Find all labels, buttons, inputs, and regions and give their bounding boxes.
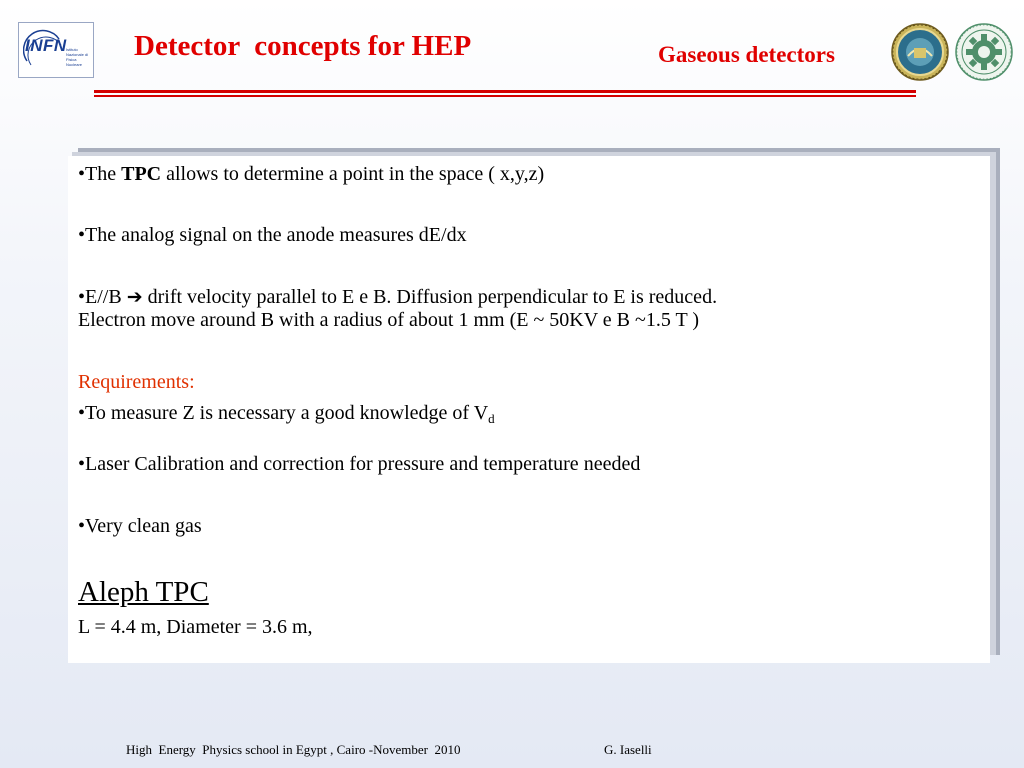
infn-logo [18,22,94,78]
header-divider-thin [94,95,916,97]
bullet-tpc-position [78,163,978,186]
slide-title: Detector concepts for HEP [134,30,472,62]
bullet-clean-gas [78,515,978,538]
requirements-heading: Requirements: [78,371,195,393]
bullet-text: To measure Z is necessary a good knowledge of V [85,402,489,424]
bullet-marker: • [78,224,86,246]
bullet-marker: • [78,515,86,537]
bullet-text-line2: Electron move around B with a radius of about 1 mm (E ~ 50KV e B ~1.5 T ) [78,309,699,331]
bullet-marker: • [78,453,86,475]
header-divider-thick [94,90,916,93]
bullet-analog-signal [78,224,978,247]
institute-seal-icon [954,22,1014,82]
tpc-term: TPC [121,163,162,185]
footer-event: High Energy Physics school in Egypt , Cairo -November 2010 [126,742,461,757]
aleph-tpc-specs: L = 4.4 m, Diameter = 3.6 m, [78,616,313,638]
slide-subtitle: Gaseous detectors [658,42,835,67]
subscript-d: d [488,411,495,426]
bullet-text-after: drift velocity parallel to E e B. Diffusion perpendicular to E is reduced. [142,286,718,308]
bullet-text: The analog signal on the anode measures dE/dx [85,224,467,246]
aleph-tpc-heading: Aleph TPC [78,576,209,608]
bullet-text-before: The [85,163,122,185]
infn-logo-text: INFN [25,36,67,55]
bullet-measure-z [78,402,978,425]
content-box [68,156,990,663]
bullet-marker: • [78,286,86,308]
bullet-text: Laser Calibration and correction for pressure and temperature needed [85,453,641,475]
bullet-text: Very clean gas [85,515,202,537]
footer-author: G. Iaselli [604,742,652,757]
bullet-drift-velocity [78,286,978,332]
university-seal-icon [890,22,950,82]
bullet-laser-calibration [78,453,978,476]
infn-logo-subtext: Istituto Nazionale di Fisica Nucleare [66,47,89,67]
bullet-text-before: E//B [85,286,127,308]
bullet-marker: • [78,163,86,185]
bullet-marker: • [78,402,86,424]
bullet-text-after: allows to determine a point in the space ( x,y,z) [161,163,545,185]
right-arrow-icon: ➔ [126,286,143,308]
